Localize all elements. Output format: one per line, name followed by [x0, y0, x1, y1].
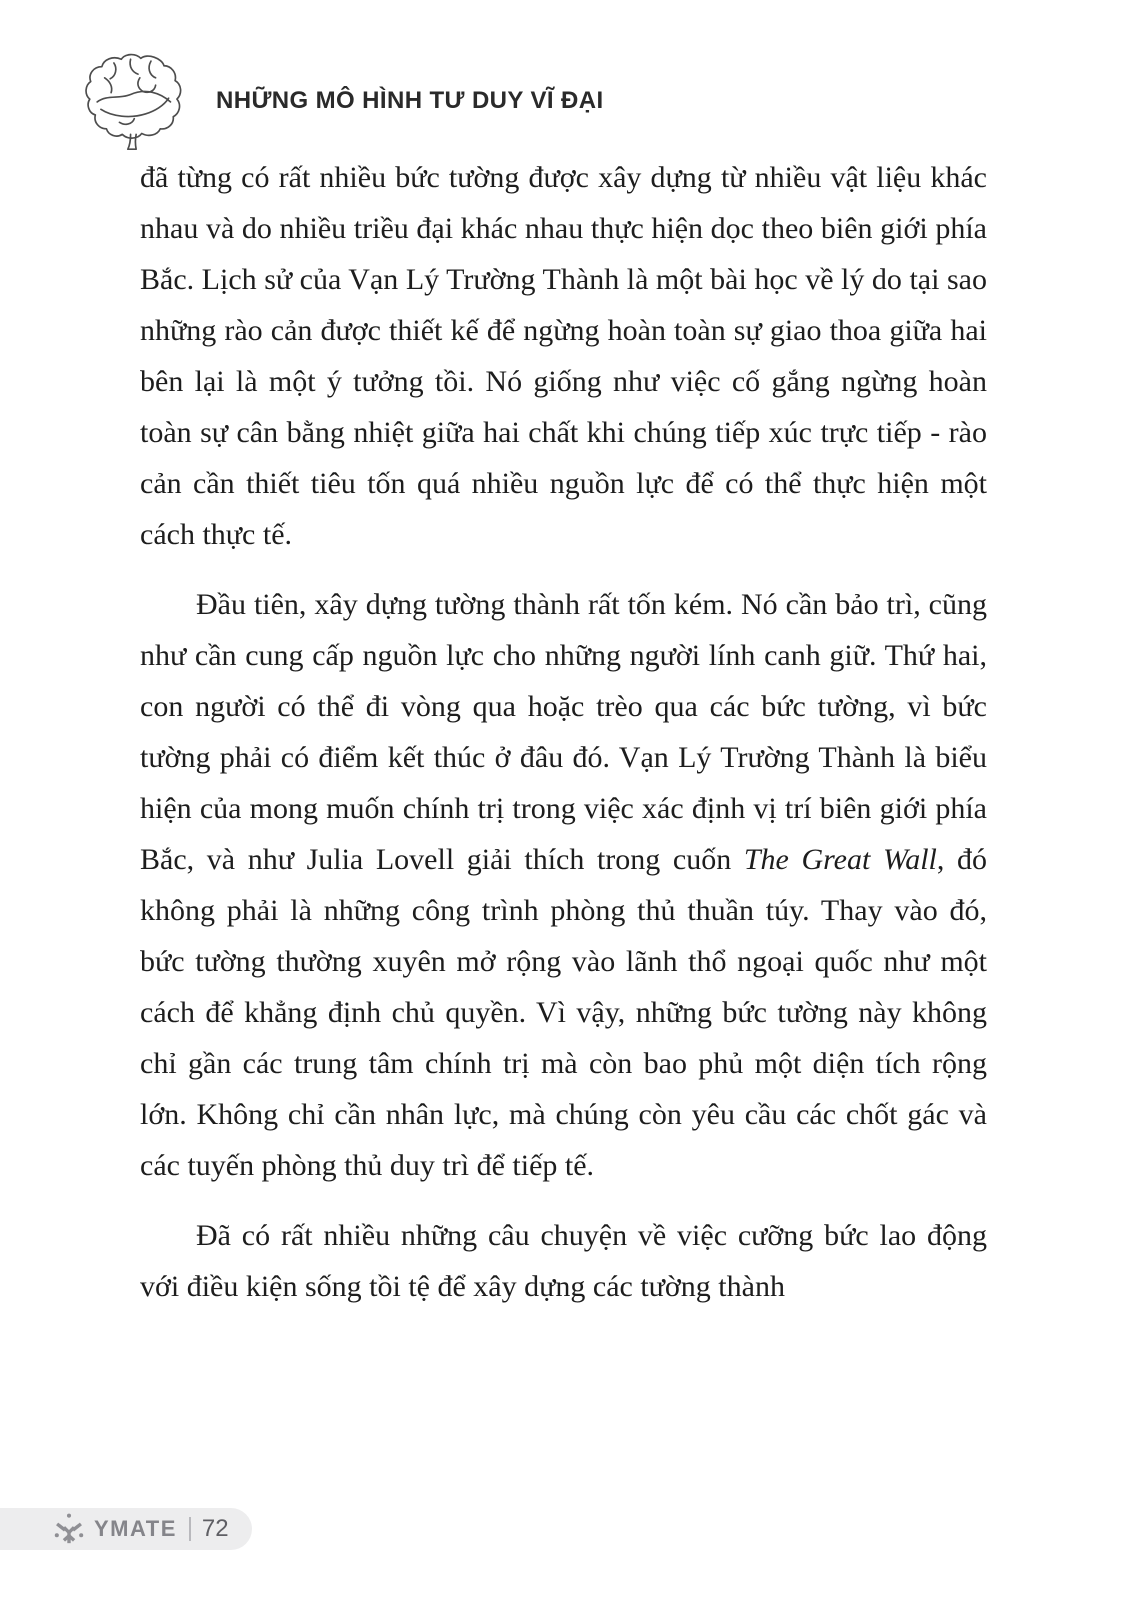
brain-icon: [82, 50, 194, 152]
paragraph-text: , đó không phải là những công trình phòng thủ thuần túy. Thay vào đó, bức tường thường xuyên mở rộng vào lãnh thổ ngoại quốc như một cách để khẳng định chủ quyền. Vì vậy, những bức tường này không chỉ gần các trung tâm chính trị mà còn bao phủ một diện tích rộng lớn. Không chỉ cần nhân lực, mà chúng còn yêu cầu các chốt gác và các tuyến phòng thủ duy trì để tiếp tế.: [140, 843, 987, 1182]
paragraph: [140, 579, 987, 1191]
paragraph: [140, 1210, 987, 1312]
body-text: [140, 152, 987, 1331]
page-title: NHỮNG MÔ HÌNH TƯ DUY VĨ ĐẠI: [216, 87, 604, 114]
footer-divider: [189, 1517, 191, 1541]
paragraph-text: Đầu tiên, xây dựng tường thành rất tốn kém. Nó cần bảo trì, cũng như cần cung cấp nguồn lực cho những người lính canh giữ. Thứ hai, con người có thể đi vòng qua hoặc trèo qua các bức tường, vì bức tường phải có điểm kết thúc ở đâu đó. Vạn Lý Trường Thành là biểu hiện của mong muốn chính trị trong việc xác định vị trí biên giới phía Bắc, và như Julia Lovell giải thích trong cuốn: [140, 588, 987, 876]
paragraph-text: Đã có rất nhiều những câu chuyện về việc cưỡng bức lao động với điều kiện sống tồi tệ để xây dựng các tường thành: [140, 1219, 987, 1303]
page-number: 72: [201, 1515, 229, 1542]
ymate-logo-icon: [52, 1512, 86, 1546]
page-header: [82, 46, 604, 156]
book-title-italic: The Great Wall: [743, 843, 937, 876]
paragraph: [140, 152, 987, 560]
paragraph-text: đã từng có rất nhiều bức tường được xây dựng từ nhiều vật liệu khác nhau và do nhiều triều đại khác nhau thực hiện dọc theo biên giới phía Bắc. Lịch sử của Vạn Lý Trường Thành là một bài học về lý do tại sao những rào cản được thiết kế để ngừng hoàn toàn sự giao thoa giữa hai bên lại là một ý tưởng tồi. Nó giống như việc cố gắng ngừng hoàn toàn sự cân bằng nhiệt giữa hai chất khi chúng tiếp xúc trực tiếp - rào cản cần thiết tiêu tốn quá nhiều nguồn lực để có thể thực hiện một cách thực tế.: [140, 161, 987, 551]
footer-page-badge: [0, 1508, 252, 1550]
brand-name: YMATE: [94, 1516, 177, 1541]
